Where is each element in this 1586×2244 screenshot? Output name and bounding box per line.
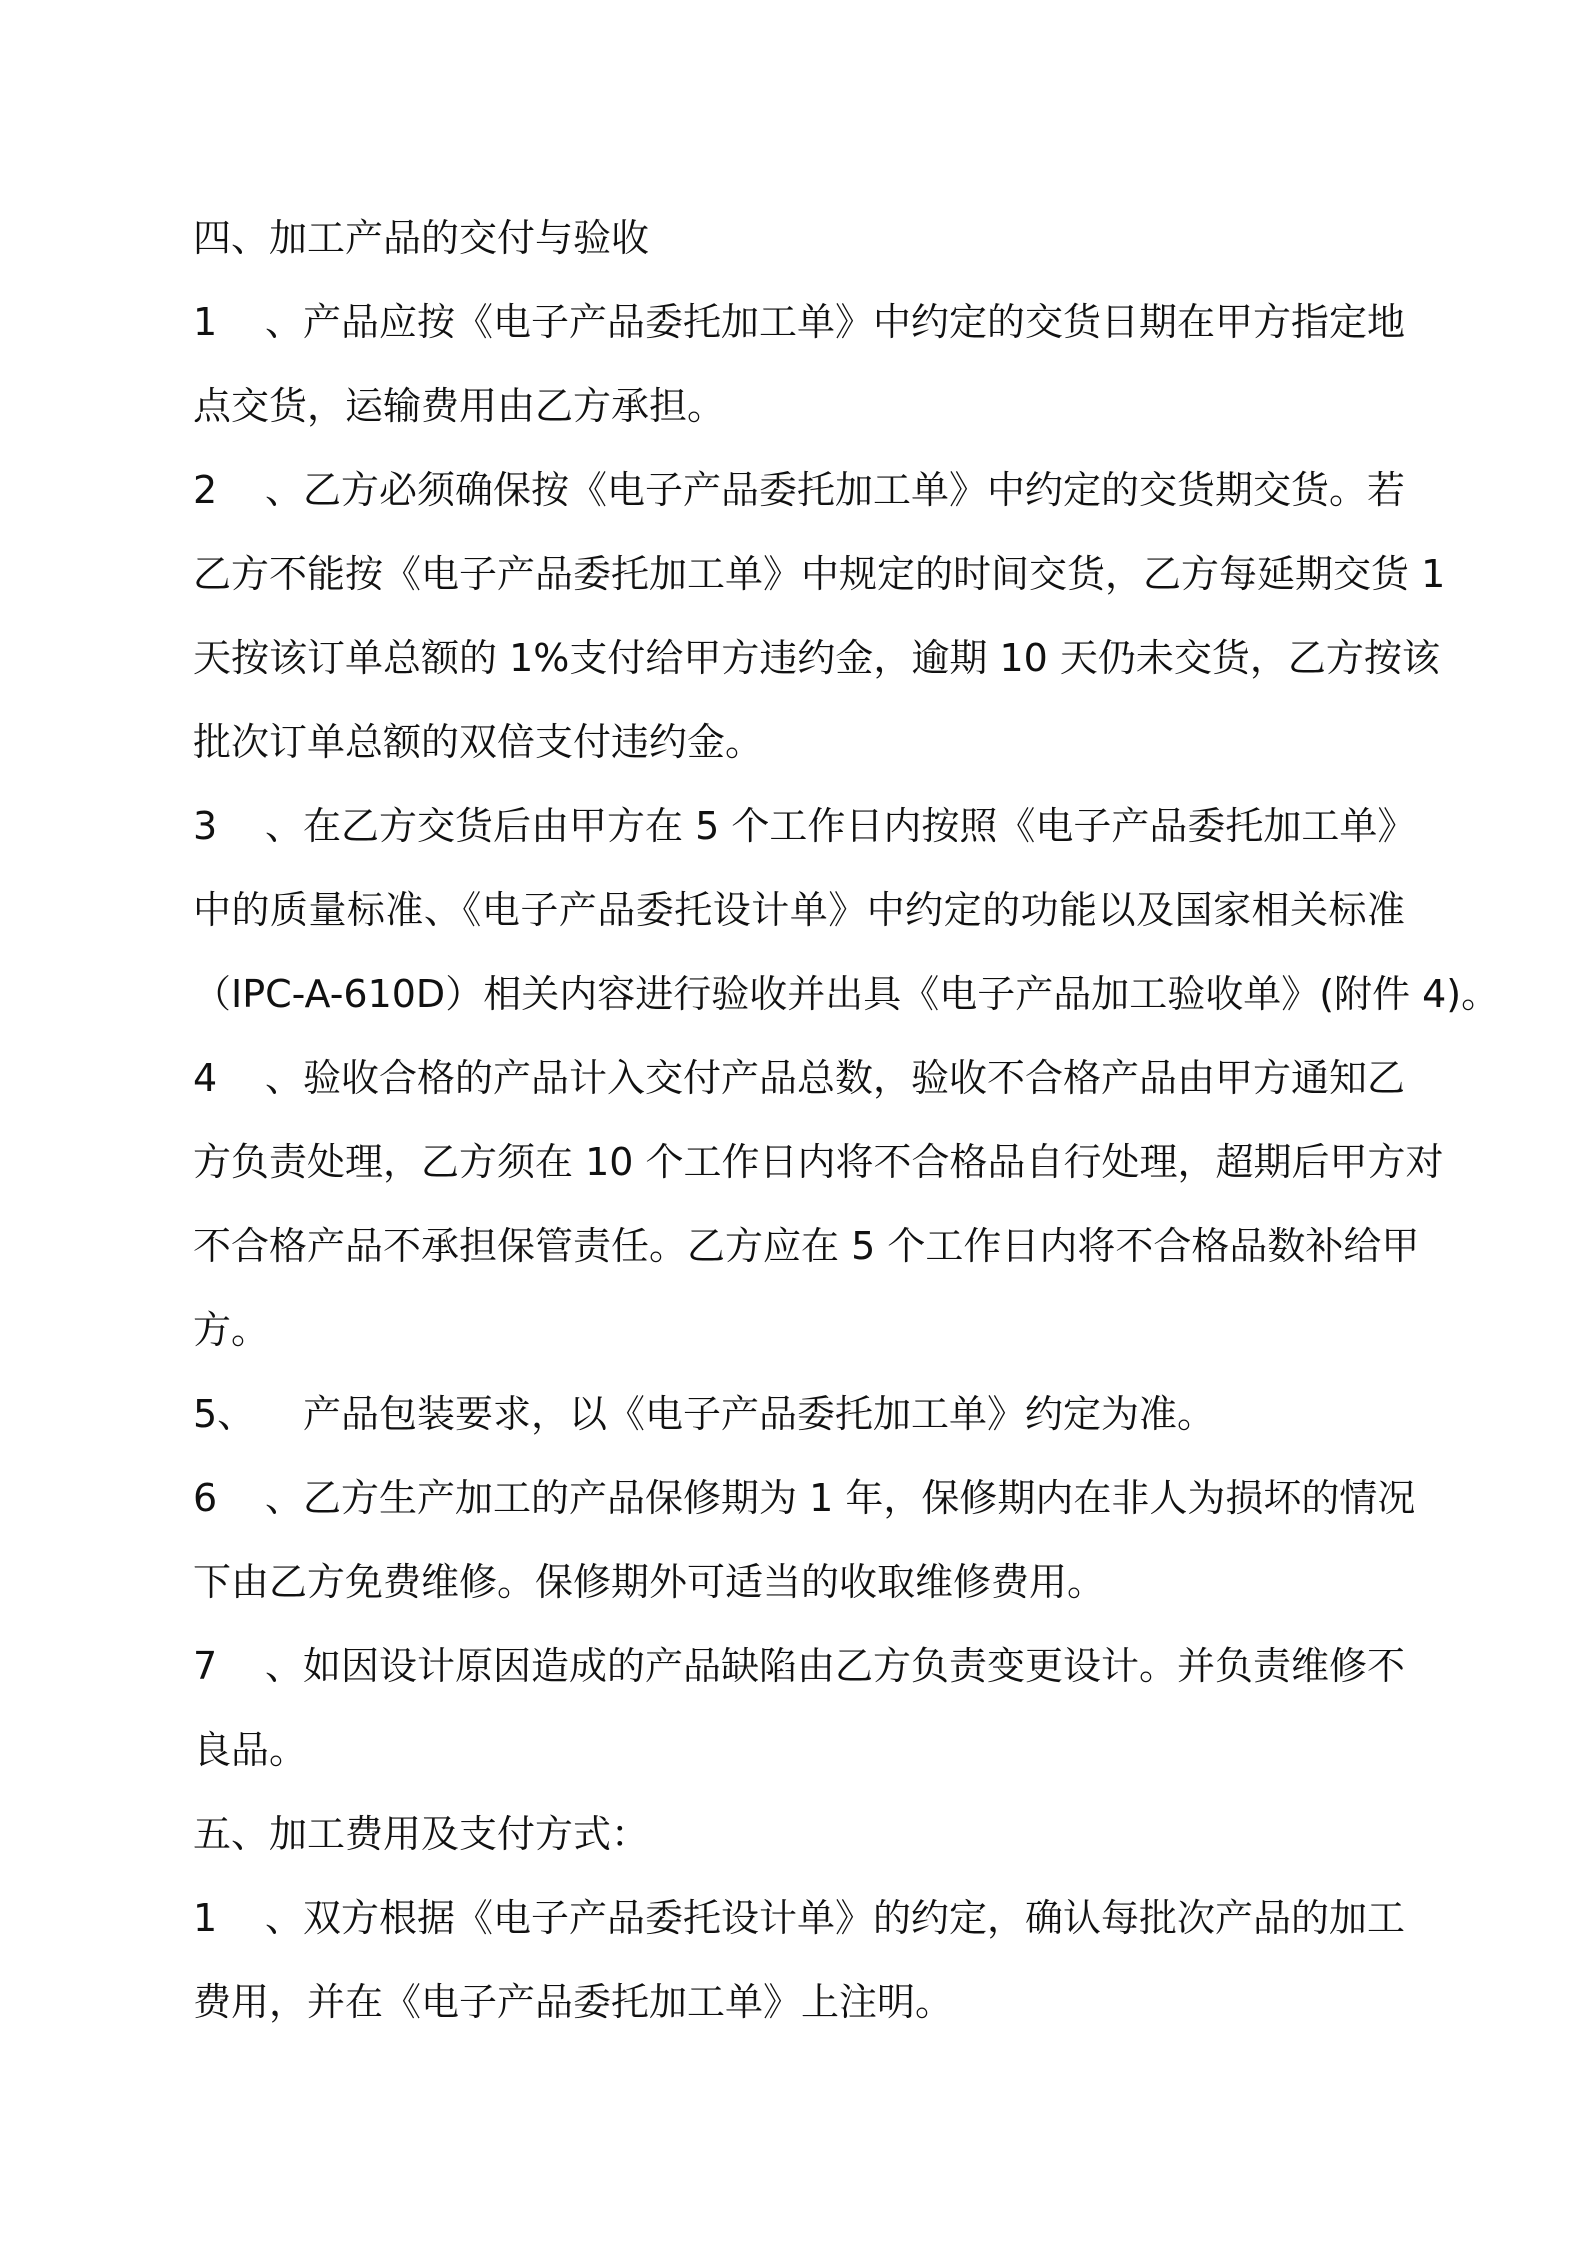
clause-number: 2、	[193, 468, 303, 512]
clause-number: 3、	[193, 804, 303, 848]
clause-item	[193, 448, 1446, 784]
clause-text: 在乙方交货后由甲方在 5 个工作日内按照《电子产品委托加工单》	[303, 804, 1416, 848]
clause-text-continued: 下由乙方免费维修。保修期外可适当的收取维修费用。	[193, 1560, 1106, 1604]
clause-text-continued: 良品。	[193, 1728, 308, 1772]
clause-item	[193, 280, 1405, 448]
clause-text-continued: 不合格产品不承担保管责任。乙方应在 5 个工作日内将不合格品数补给甲	[193, 1224, 1420, 1268]
clause-text: 产品应按《电子产品委托加工单》中约定的交货日期在甲方指定地	[303, 300, 1406, 344]
clause-text: 双方根据《电子产品委托设计单》的约定，确认每批次产品的加工	[303, 1896, 1406, 1940]
clause-text: 乙方必须确保按《电子产品委托加工单》中约定的交货期交货。若	[303, 468, 1406, 512]
clause-text-continued: 方负责处理，乙方须在 10 个工作日内将不合格品自行处理，超期后甲方对	[193, 1140, 1444, 1184]
clause-text-continued: 费用，并在《电子产品委托加工单》上注明。	[193, 1980, 954, 2024]
clause-number: 5、	[193, 1392, 256, 1436]
section-heading: 五、加工费用及支付方式：	[193, 1812, 650, 1856]
document-page	[193, 196, 1500, 2044]
clause-text: 乙方生产加工的产品保修期为 1 年，保修期内在非人为损坏的情况	[303, 1476, 1416, 1520]
clause-text-continued: 中的质量标准、《电子产品委托设计单》中约定的功能以及国家相关标准	[193, 888, 1405, 932]
clause-item	[193, 1624, 1405, 1792]
clause-number: 6、	[193, 1476, 303, 1520]
clause-item	[193, 1372, 1405, 1456]
clause-text: 如因设计原因造成的产品缺陷由乙方负责变更设计。并负责维修不	[303, 1644, 1406, 1688]
clause-item	[193, 1456, 1416, 1624]
clause-text: 产品包装要求，以《电子产品委托加工单》约定为准。	[303, 1392, 1216, 1436]
clause-text-continued: 批次订单总额的双倍支付违约金。	[193, 720, 764, 764]
section-heading: 四、加工产品的交付与验收	[193, 216, 650, 260]
clause-item	[193, 1036, 1444, 1372]
clause-text-continued: （IPC-A-610D）相关内容进行验收并出具《电子产品加工验收单》(附件 4)。	[193, 972, 1500, 1016]
clause-text-continued: 乙方不能按《电子产品委托加工单》中规定的时间交货，乙方每延期交货 1	[193, 552, 1446, 596]
clause-number: 1、	[193, 1896, 303, 1940]
clause-text: 验收合格的产品计入交付产品总数，验收不合格产品由甲方通知乙	[303, 1056, 1406, 1100]
clause-text-continued: 方。	[193, 1308, 270, 1352]
clause-number: 4、	[193, 1056, 303, 1100]
clause-text-continued: 天按该订单总额的 1%支付给甲方违约金，逾期 10 天仍未交货，乙方按该	[193, 636, 1440, 680]
clause-item	[193, 1876, 1405, 2044]
clause-number: 7、	[193, 1644, 303, 1688]
clause-number: 1、	[193, 300, 303, 344]
clause-item	[193, 784, 1500, 1036]
clause-text-continued: 点交货，运输费用由乙方承担。	[193, 384, 726, 428]
